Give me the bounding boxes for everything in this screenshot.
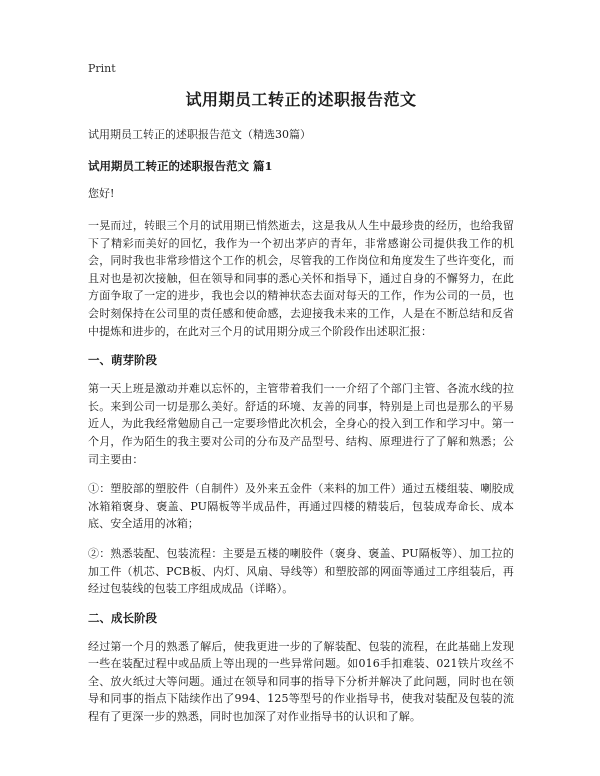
stage2-paragraph-1: 经过第一个月的熟悉了解后，使我更进一步的了解装配、包装的流程，在此基础上发现一些在装配过程中或品质上等出现的一些异常问题。如016手扣难装、021铁片攻丝不全、放火纸过大等问题。通过在领导和同事的指导下分析并解决了此问题，同时也在领导和同事的指点下陆续作出了994、125等型号的作业指导书，使我对装配及包装的流程有了更深一步的熟悉，同时也加深了对作业指导书的认识和了解。 — [88, 639, 514, 724]
stage1-heading: 一、萌芽阶段 — [88, 353, 157, 368]
page-title: 试用期员工转正的述职报告范文 — [185, 90, 417, 109]
document-subtitle: 试用期员工转正的述职报告范文（精选30篇） — [88, 128, 311, 141]
stage1-paragraph-1: 第一天上班是激动并难以忘怀的，主管带着我们一一介绍了个部门主管、各流水线的拉长。来到公司一切是那么美好。舒适的环境、友善的同事，特别是上司也是那么的平易近人，为此我经常勉励自己一定要珍惜此次机会，全身心的投入到工作和学习中。第一个月，作为陌生的我主要对公司的分布及产品型号、结构、原理进行了了解和熟悉；公司主要由： — [88, 382, 514, 466]
print-label[interactable]: Print — [88, 62, 116, 75]
greeting: 您好! — [88, 187, 115, 200]
section-title: 试用期员工转正的述职报告范文 篇1 — [88, 159, 273, 173]
intro-paragraph: 一晃而过，转眼三个月的试用期已悄然逝去，这是我从人生中最珍贵的经历，也给我留下了精彩而美好的回忆，我作为一个初出茅庐的青年，非常感谢公司提供我工作的机会，同时我也非常珍惜这个工作的机会，尽管我的工作岗位和角度发生了些许变化，而且对也是初次接触，但在领导和同事的悉心关怀和指导下，通过自身的不懈努力，在此方面争取了一定的进步，我也会以的精神状态去面对每天的工作，作为公司的一员，也会时刻保持在公司里的责任感和使命感，去迎接我未来的工作，人是在不断总结和反省中提炼和进步的，在此对三个月的试用期分成三个阶段作出述职汇报： — [88, 219, 514, 338]
stage1-paragraph-3: ②：熟悉装配、包装流程：主要是五楼的喇胶件（褒身、褒盖、PU隔板等）、加工拉的加工件（机芯、PCB板、内灯、风扇、导线等）和塑胶部的网面等通过工序组装后，再经过包装线的包装工序组成成品（详略）。 — [88, 546, 514, 596]
stage1-paragraph-2: ①：塑胶部的塑胶件（自制件）及外来五金件（来料的加工件）通过五楼组装、喇胶成冰箱箱褒身、褒盖、PU隔板等半成品件，再通过四楼的精装后，包装成寿命长、成本底、安全适用的冰箱； — [88, 482, 514, 531]
stage2-heading: 二、成长阶段 — [88, 610, 157, 625]
document-page — [88, 62, 514, 738]
